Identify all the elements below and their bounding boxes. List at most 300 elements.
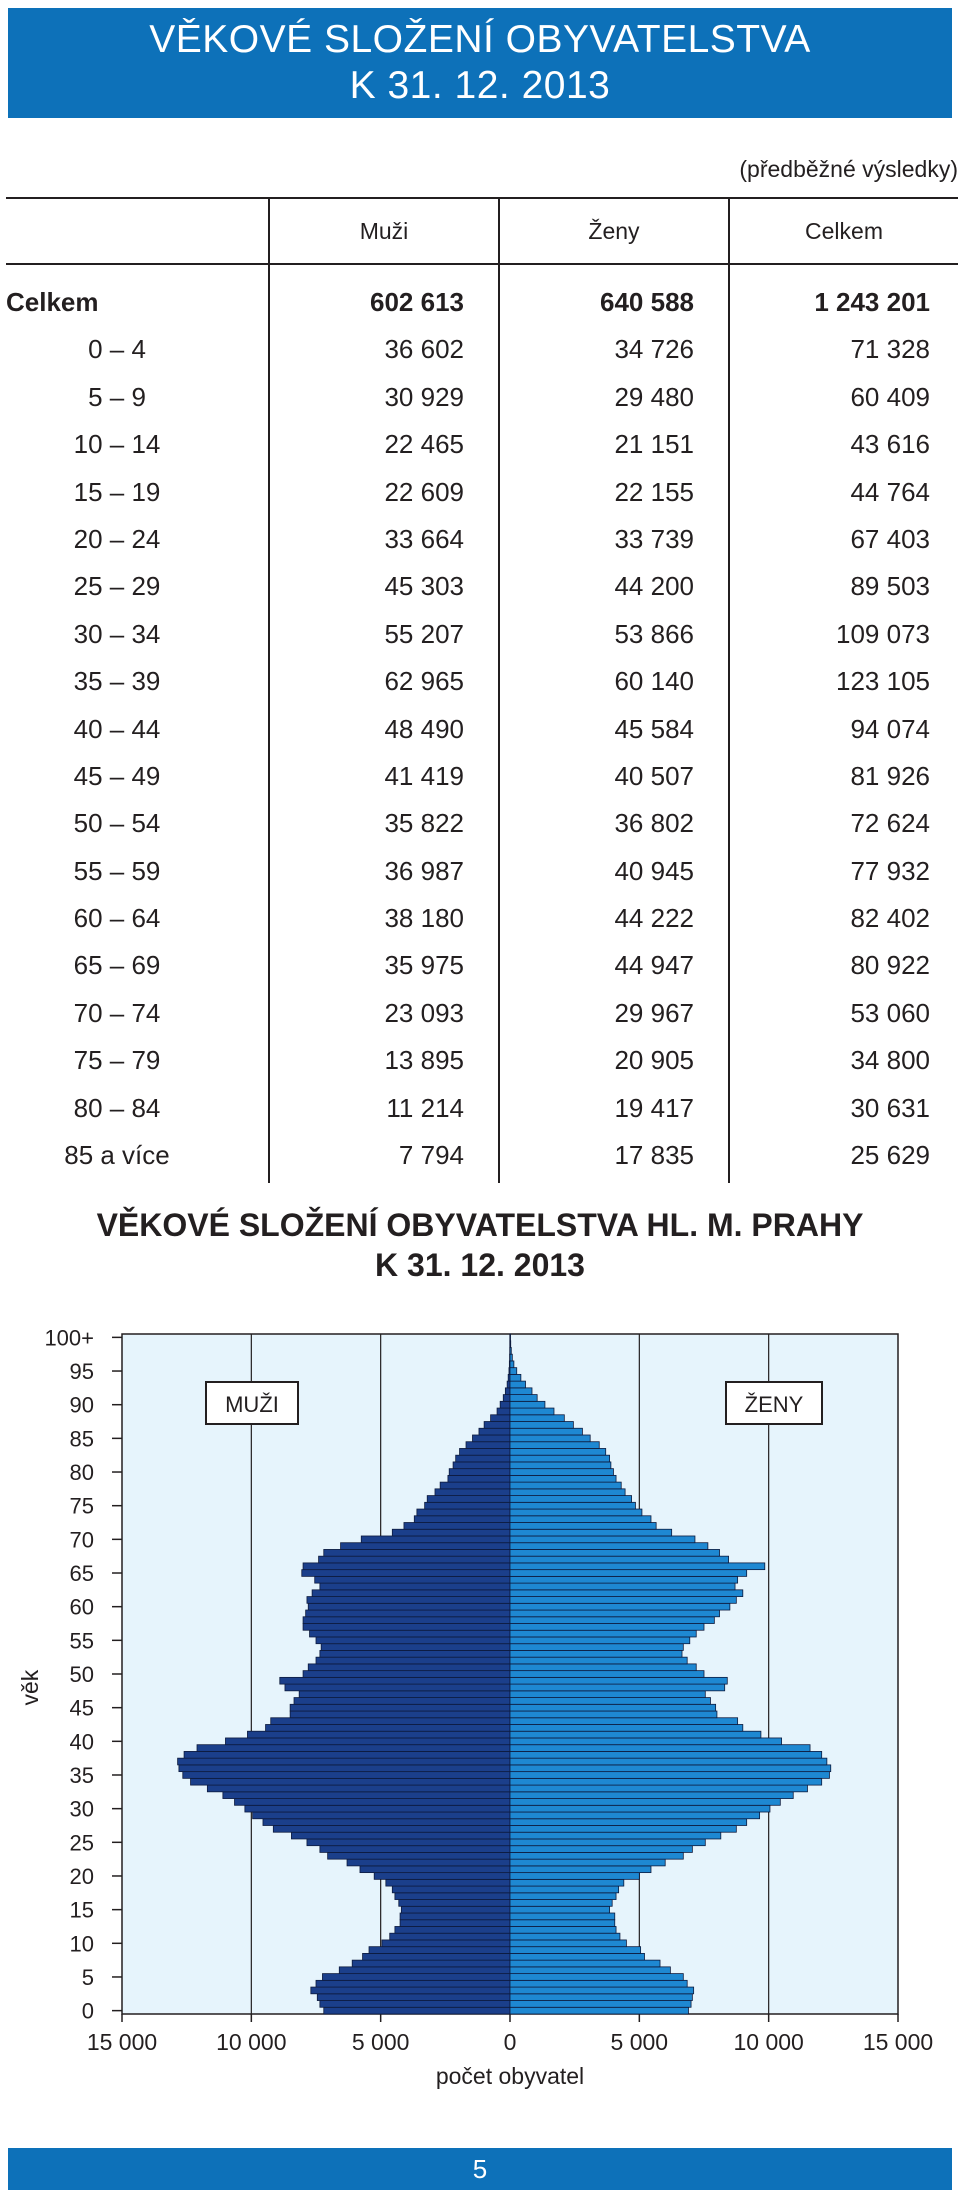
row-age-label: 40 – 44 (73, 713, 161, 744)
y-tick-label: 85 (69, 1426, 94, 1452)
cell-total: 25 629 (850, 1140, 930, 1171)
bar-men-age-64 (315, 1576, 510, 1583)
cell-women: 60 140 (614, 666, 694, 697)
bar-men-age-78 (440, 1482, 510, 1489)
bar-men-age-31 (235, 1799, 510, 1806)
cell-men: 41 419 (384, 760, 464, 791)
cell-total: 82 402 (850, 903, 930, 934)
row-age-label: 45 – 49 (73, 760, 161, 791)
cell-total: 94 074 (850, 713, 930, 744)
bar-women-age-80 (510, 1469, 613, 1476)
row-age-label: 55 – 59 (73, 855, 161, 886)
bar-men-age-82 (456, 1455, 510, 1462)
bar-women-age-37 (510, 1758, 827, 1765)
page-number: 5 (472, 2153, 488, 2184)
bar-men-age-53 (320, 1650, 510, 1657)
bar-men-age-40 (225, 1738, 510, 1745)
table-header (6, 197, 958, 265)
cell-total: 53 060 (850, 997, 930, 1028)
page-footer (8, 2148, 952, 2190)
cell-total: 123 105 (836, 666, 930, 697)
bar-men-age-15 (401, 1906, 510, 1913)
x-tick-label: 10 000 (216, 2029, 287, 2055)
bar-women-age-62 (510, 1590, 743, 1597)
y-tick-label: 90 (69, 1392, 94, 1418)
cell-total-celkem: 1 243 201 (814, 287, 930, 317)
bar-men-age-34 (191, 1778, 510, 1785)
bar-women-age-97 (510, 1354, 512, 1361)
y-tick-label: 45 (69, 1695, 94, 1721)
y-tick-label: 65 (69, 1561, 94, 1587)
cell-total: 30 631 (850, 1092, 930, 1123)
bar-men-age-63 (320, 1583, 510, 1590)
cell-total: 34 800 (850, 1045, 930, 1076)
bar-men-age-56 (310, 1630, 510, 1637)
bar-men-age-87 (484, 1422, 510, 1429)
bar-men-age-85 (472, 1435, 510, 1442)
cell-women: 29 967 (614, 997, 694, 1028)
bar-women-age-13 (510, 1920, 615, 1927)
y-tick-label: 15 (69, 1897, 94, 1923)
bar-women-age-70 (510, 1536, 695, 1543)
bar-women-age-3 (510, 1987, 694, 1994)
bar-men-age-29 (253, 1812, 510, 1819)
preliminary-note: (předběžné výsledky) (739, 156, 958, 182)
cell-total: 80 922 (850, 950, 930, 981)
cell-men: 55 207 (384, 618, 464, 649)
bar-men-age-7 (352, 1960, 510, 1967)
bar-men-age-89 (497, 1408, 510, 1415)
bar-women-age-26 (510, 1832, 721, 1839)
bar-men-age-76 (427, 1496, 510, 1503)
bar-men-age-49 (280, 1677, 510, 1684)
age-table (6, 197, 958, 1183)
bar-women-age-87 (510, 1422, 573, 1429)
column-age-groups (6, 265, 268, 1183)
bar-men-age-72 (404, 1523, 510, 1530)
bar-women-age-53 (510, 1650, 682, 1657)
bar-women-age-99 (510, 1341, 511, 1348)
cell-men: 38 180 (384, 903, 464, 934)
cell-total: 43 616 (850, 429, 930, 460)
bar-men-age-25 (307, 1839, 510, 1846)
column-total (728, 265, 958, 1183)
cell-men: 36 602 (384, 334, 464, 365)
bar-women-age-69 (510, 1543, 708, 1550)
cell-men: 48 490 (384, 713, 464, 744)
bar-women-age-35 (510, 1772, 829, 1779)
bar-women-age-29 (510, 1812, 760, 1819)
y-tick-label: 60 (69, 1594, 94, 1620)
bar-women-age-42 (510, 1724, 743, 1731)
bar-men-age-27 (273, 1825, 510, 1832)
bar-women-age-98 (510, 1347, 511, 1354)
chart-title-line1: VĚKOVÉ SLOŽENÍ OBYVATELSTVA HL. M. PRAHY (96, 1207, 864, 1243)
bar-men-age-71 (392, 1529, 510, 1536)
bar-men-age-39 (197, 1745, 510, 1752)
y-tick-label: 20 (69, 1863, 94, 1889)
row-age-label: 5 – 9 (88, 381, 146, 412)
bar-women-age-78 (510, 1482, 621, 1489)
header-cell-total: Celkem (728, 199, 958, 263)
bar-men-age-18 (392, 1886, 510, 1893)
bar-men-age-35 (183, 1772, 510, 1779)
row-age-label: 85 a více (64, 1140, 170, 1171)
bar-women-age-90 (510, 1401, 545, 1408)
bar-women-age-41 (510, 1731, 761, 1738)
cell-men: 13 895 (384, 1045, 464, 1076)
bar-women-age-76 (510, 1496, 632, 1503)
bar-women-age-19 (510, 1879, 624, 1886)
bar-men-age-48 (285, 1684, 510, 1691)
row-age-label: 15 – 19 (73, 476, 161, 507)
y-tick-label: 75 (69, 1493, 94, 1519)
row-age-label: 70 – 74 (73, 997, 161, 1028)
bar-men-age-66 (303, 1563, 510, 1570)
bar-women-age-59 (510, 1610, 720, 1617)
bar-women-age-0 (510, 2007, 688, 2014)
legend-label-women: ŽENY (744, 1392, 804, 1417)
bar-women-age-20 (510, 1873, 639, 1880)
bar-women-age-88 (510, 1415, 564, 1422)
bar-men-age-77 (435, 1489, 510, 1496)
bar-women-age-38 (510, 1751, 822, 1758)
bar-women-age-18 (510, 1886, 619, 1893)
bar-women-age-16 (510, 1900, 612, 1907)
cell-women: 19 417 (614, 1092, 694, 1123)
bar-men-age-81 (453, 1462, 510, 1469)
bar-men-age-74 (417, 1509, 510, 1516)
y-tick-label: 50 (69, 1662, 94, 1687)
bar-women-age-36 (510, 1765, 831, 1772)
column-men (268, 265, 498, 1183)
bar-women-age-4 (510, 1980, 687, 1987)
bar-women-age-96 (510, 1361, 514, 1368)
bar-women-age-93 (510, 1381, 526, 1388)
cell-women: 40 507 (614, 760, 694, 791)
bar-men-age-52 (316, 1657, 510, 1664)
bar-women-age-45 (510, 1704, 716, 1711)
bar-women-age-58 (510, 1617, 714, 1624)
bar-women-age-61 (510, 1597, 736, 1604)
cell-women: 44 200 (614, 571, 694, 602)
bar-men-age-90 (500, 1401, 510, 1408)
x-tick-label: 5 000 (610, 2029, 669, 2055)
bar-men-age-91 (503, 1395, 510, 1402)
cell-men-celkem: 602 613 (370, 287, 464, 317)
row-age-label: 25 – 29 (73, 571, 161, 602)
bar-men-age-80 (449, 1469, 510, 1476)
bar-women-age-68 (510, 1549, 720, 1556)
cell-men: 7 794 (398, 1140, 464, 1171)
cell-women: 45 584 (614, 713, 694, 744)
cell-women: 40 945 (614, 855, 694, 886)
row-age-label: 30 – 34 (73, 618, 161, 649)
bar-women-age-92 (510, 1388, 532, 1395)
bar-men-age-5 (322, 1974, 510, 1981)
bar-women-age-43 (510, 1718, 738, 1725)
bar-men-age-3 (311, 1987, 510, 1994)
row-age-label-celkem: Celkem (6, 287, 99, 317)
y-tick-label: 95 (69, 1359, 94, 1385)
x-axis-label: počet obyvatel (435, 2063, 585, 2089)
bar-women-age-32 (510, 1792, 793, 1799)
y-tick-label: 55 (69, 1628, 94, 1654)
cell-women: 44 222 (614, 903, 694, 934)
cell-men: 30 929 (384, 381, 464, 412)
bar-women-age-66 (510, 1563, 765, 1570)
bar-men-age-86 (479, 1428, 510, 1435)
bar-men-age-58 (303, 1617, 510, 1624)
row-age-label: 0 – 4 (88, 334, 146, 365)
bar-women-age-82 (510, 1455, 610, 1462)
bar-women-age-64 (510, 1576, 738, 1583)
bar-women-age-23 (510, 1852, 683, 1859)
bar-women-age-72 (510, 1523, 656, 1530)
bar-women-age-84 (510, 1442, 599, 1449)
bar-women-age-6 (510, 1967, 670, 1974)
cell-men: 36 987 (384, 855, 464, 886)
bar-women-age-75 (510, 1502, 635, 1509)
bar-men-age-46 (294, 1698, 510, 1705)
x-tick-label: 15 000 (862, 2029, 934, 2055)
bar-women-age-83 (510, 1448, 606, 1455)
bar-women-age-74 (510, 1509, 642, 1516)
bar-men-age-51 (308, 1664, 510, 1671)
bar-women-age-25 (510, 1839, 705, 1846)
bar-women-age-24 (510, 1846, 692, 1853)
bar-men-age-8 (363, 1953, 510, 1960)
x-tick-label: 15 000 (86, 2029, 158, 2055)
bar-women-age-22 (510, 1859, 665, 1866)
bar-men-age-36 (179, 1765, 510, 1772)
bar-men-age-1 (320, 2001, 510, 2008)
cell-men: 33 664 (384, 523, 464, 554)
bar-men-age-60 (308, 1603, 510, 1610)
bar-men-age-28 (263, 1819, 510, 1826)
cell-women: 29 480 (614, 381, 694, 412)
page-title-line1: VĚKOVÉ SLOŽENÍ OBYVATELSTVA (149, 18, 811, 61)
bar-women-age-33 (510, 1785, 807, 1792)
bar-men-age-0 (324, 2007, 510, 2014)
bar-men-age-84 (466, 1442, 510, 1449)
bar-women-age-50 (510, 1671, 704, 1678)
cell-women: 33 739 (614, 523, 694, 554)
bar-women-age-39 (510, 1745, 810, 1752)
bar-women-age-15 (510, 1906, 610, 1913)
bar-men-age-92 (505, 1388, 510, 1395)
bar-men-age-30 (245, 1805, 510, 1812)
y-tick-label: 80 (69, 1460, 94, 1486)
cell-women: 34 726 (614, 334, 694, 365)
bar-women-age-85 (510, 1435, 590, 1442)
cell-women: 21 151 (614, 429, 694, 460)
y-tick-label: 35 (69, 1762, 94, 1788)
bar-women-age-91 (510, 1395, 537, 1402)
population-pyramid-chart (0, 1320, 960, 2100)
bar-women-age-54 (510, 1644, 683, 1651)
cell-men: 22 609 (384, 476, 464, 507)
row-age-label: 20 – 24 (73, 523, 161, 554)
cell-women: 22 155 (614, 476, 694, 507)
bar-men-age-73 (414, 1516, 510, 1523)
cell-women: 44 947 (614, 950, 694, 981)
bar-men-age-55 (316, 1637, 510, 1644)
cell-women: 53 866 (614, 618, 694, 649)
bar-men-age-9 (369, 1947, 510, 1954)
bar-men-age-26 (291, 1832, 510, 1839)
bar-women-age-51 (510, 1664, 696, 1671)
bar-men-age-70 (361, 1536, 510, 1543)
cell-men: 11 214 (386, 1092, 464, 1123)
row-age-label: 80 – 84 (73, 1092, 161, 1123)
y-tick-label: 30 (69, 1796, 94, 1822)
table-body (6, 265, 958, 1183)
y-tick-label: 5 (81, 1964, 94, 1990)
bar-men-age-2 (317, 1994, 510, 2001)
bar-men-age-4 (316, 1980, 510, 1987)
bar-women-age-34 (510, 1778, 822, 1785)
bar-women-age-57 (510, 1624, 704, 1631)
cell-total: 71 328 (850, 334, 930, 365)
bar-men-age-62 (312, 1590, 510, 1597)
bar-men-age-22 (347, 1859, 510, 1866)
page-title-line2: K 31. 12. 2013 (349, 64, 611, 107)
cell-women: 17 835 (614, 1140, 694, 1171)
bar-men-age-32 (223, 1792, 510, 1799)
bar-women-age-5 (510, 1974, 683, 1981)
bar-women-age-7 (510, 1960, 660, 1967)
row-age-label: 65 – 69 (73, 950, 161, 981)
bar-men-age-37 (178, 1758, 510, 1765)
bar-women-age-63 (510, 1583, 735, 1590)
bar-women-age-77 (510, 1489, 625, 1496)
bar-women-age-46 (510, 1698, 710, 1705)
x-tick-label: 5 000 (351, 2029, 410, 2055)
bar-women-age-28 (510, 1819, 747, 1826)
bar-men-age-88 (491, 1415, 510, 1422)
header-cell-age (6, 199, 268, 263)
bar-men-age-20 (374, 1873, 510, 1880)
legend-label-men: MUŽI (225, 1392, 279, 1417)
cell-men: 35 975 (384, 950, 464, 981)
y-tick-label: 0 (81, 1998, 94, 2024)
bar-men-age-69 (341, 1543, 510, 1550)
bar-men-age-21 (360, 1866, 510, 1873)
bar-men-age-68 (324, 1549, 510, 1556)
bar-women-age-56 (510, 1630, 696, 1637)
bar-men-age-38 (184, 1751, 510, 1758)
bar-men-age-43 (271, 1718, 510, 1725)
cell-men: 45 303 (384, 571, 464, 602)
bar-women-age-27 (510, 1825, 736, 1832)
bar-women-age-10 (510, 1940, 626, 1947)
bar-men-age-61 (307, 1597, 510, 1604)
bar-women-age-95 (510, 1368, 517, 1375)
cell-total: 89 503 (850, 571, 930, 602)
cell-total: 67 403 (850, 523, 930, 554)
bar-women-age-86 (510, 1428, 582, 1435)
bar-women-age-71 (510, 1529, 672, 1536)
bar-women-age-55 (510, 1637, 690, 1644)
bar-women-age-8 (510, 1953, 645, 1960)
bar-women-age-94 (510, 1374, 521, 1381)
bar-women-age-100 (510, 1334, 511, 1341)
bar-women-age-2 (510, 1994, 692, 2001)
y-tick-label: 70 (69, 1527, 94, 1553)
cell-men: 35 822 (384, 808, 464, 839)
bar-men-age-13 (400, 1920, 510, 1927)
bar-women-age-17 (510, 1893, 616, 1900)
bar-men-age-23 (328, 1852, 510, 1859)
bar-men-age-17 (395, 1893, 510, 1900)
bar-men-age-57 (303, 1624, 510, 1631)
bar-men-age-33 (207, 1785, 510, 1792)
bar-men-age-50 (303, 1671, 510, 1678)
cell-women: 20 905 (614, 1045, 694, 1076)
bar-men-age-79 (448, 1475, 510, 1482)
x-tick-label: 0 (503, 2029, 517, 2055)
bar-women-age-52 (510, 1657, 687, 1664)
cell-total: 60 409 (850, 381, 930, 412)
bar-men-age-75 (425, 1502, 510, 1509)
title-banner (8, 8, 952, 118)
bar-men-age-6 (339, 1967, 510, 1974)
bar-women-age-44 (510, 1711, 717, 1718)
bar-women-age-79 (510, 1475, 616, 1482)
bar-women-age-21 (510, 1866, 651, 1873)
bar-men-age-65 (302, 1570, 510, 1577)
row-age-label: 50 – 54 (73, 808, 161, 839)
cell-total: 44 764 (850, 476, 930, 507)
bar-men-age-14 (400, 1913, 510, 1920)
cell-total: 109 073 (836, 618, 930, 649)
bar-women-age-30 (510, 1805, 770, 1812)
bar-men-age-41 (247, 1731, 510, 1738)
bar-men-age-59 (306, 1610, 510, 1617)
cell-women: 36 802 (614, 808, 694, 839)
y-tick-label: 25 (69, 1830, 94, 1856)
bar-men-age-47 (299, 1691, 510, 1698)
bar-women-age-49 (510, 1677, 727, 1684)
bar-women-age-47 (510, 1691, 705, 1698)
bar-women-age-11 (510, 1933, 620, 1940)
header-cell-women: Ženy (498, 199, 728, 263)
bar-men-age-93 (507, 1381, 510, 1388)
header-cell-men: Muži (268, 199, 498, 263)
y-tick-label: 40 (69, 1729, 94, 1755)
bar-women-age-67 (510, 1556, 729, 1563)
bar-men-age-54 (321, 1644, 510, 1651)
bar-women-age-73 (510, 1516, 651, 1523)
bar-men-age-19 (386, 1879, 510, 1886)
bar-men-age-67 (319, 1556, 510, 1563)
cell-men: 22 465 (384, 429, 464, 460)
bar-women-age-40 (510, 1738, 782, 1745)
bar-women-age-14 (510, 1913, 615, 1920)
row-age-label: 35 – 39 (73, 666, 161, 697)
row-age-label: 75 – 79 (73, 1045, 161, 1076)
bar-men-age-12 (395, 1926, 510, 1933)
column-women (498, 265, 728, 1183)
cell-total: 72 624 (850, 808, 930, 839)
bar-men-age-44 (290, 1711, 510, 1718)
bar-women-age-31 (510, 1799, 780, 1806)
row-age-label: 10 – 14 (73, 429, 161, 460)
cell-women-celkem: 640 588 (600, 287, 694, 317)
bar-women-age-48 (510, 1684, 725, 1691)
row-age-label: 60 – 64 (73, 903, 161, 934)
